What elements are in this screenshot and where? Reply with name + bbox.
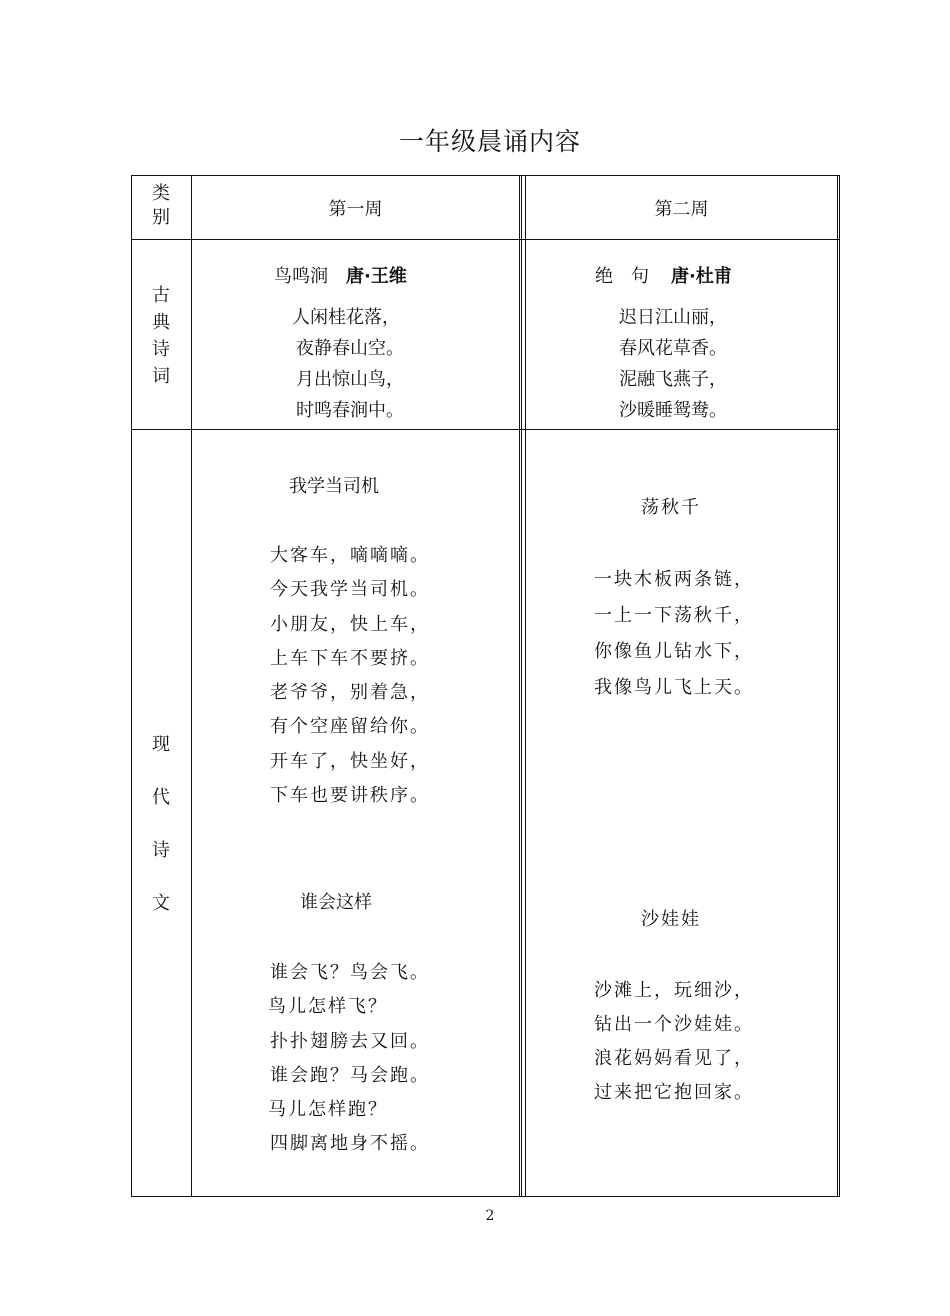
poem-line: 一上一下荡秋千， [594, 605, 754, 626]
row-divider-classical [131, 429, 840, 430]
category-classical-text: 古典诗词 [152, 285, 170, 387]
classical-week2-title: 绝 句 [595, 266, 649, 287]
header-week1: 第一周 [328, 199, 383, 220]
category-modern-text: 现代诗文 [152, 734, 170, 914]
poem-line: 人闲桂花落， [292, 307, 400, 328]
poem-line: 大客车，嘀嘀嘀。 [270, 545, 430, 566]
poem-line: 上车下车不要挤。 [270, 647, 430, 669]
header-category-text: 类别 [152, 183, 170, 228]
poem-line: 时鸣春涧中。 [296, 400, 404, 421]
poem-line: 沙滩上，玩细沙， [594, 980, 754, 1001]
classical-week2-author: 唐·杜甫 [671, 266, 732, 287]
header-week2: 第二周 [654, 199, 709, 220]
divider-week-b [521, 175, 522, 1197]
divider-category [191, 175, 192, 1197]
classical-week2-heading [595, 262, 732, 288]
poem-line: 迟日江山丽， [619, 307, 727, 328]
divider-week-a [519, 175, 520, 1197]
poem-line: 浪花妈妈看见了， [594, 1048, 754, 1069]
classical-week1-title: 鸟鸣涧 [274, 266, 328, 287]
classical-week2-poem [619, 302, 727, 426]
poem-line: 有个空座留给你。 [270, 716, 430, 738]
poem-line: 沙暖睡鸳鸯。 [619, 400, 727, 421]
classical-week1-heading [274, 262, 407, 288]
row-divider-header [131, 239, 840, 240]
classical-week1-author: 唐·王维 [346, 266, 407, 287]
header-category [146, 182, 176, 230]
poem-line: 泥融飞燕子， [619, 369, 727, 390]
poem-line: 扑扑翅膀去又回。 [270, 1030, 430, 1052]
poem-line: 我像鸟儿飞上天。 [594, 677, 754, 698]
poem-line: 谁会跑？马会跑。 [270, 1064, 430, 1086]
modern-week2-poem2 [594, 974, 754, 1110]
modern-week1-poem2 [270, 956, 430, 1162]
page-title: 一年级晨诵内容 [398, 127, 581, 156]
poem-line: 小朋友，快上车， [270, 613, 430, 635]
modern-week1-poem1 [270, 539, 430, 813]
poem-line: 马儿怎样跑？ [268, 1099, 388, 1121]
divider-week-c [525, 175, 526, 1197]
modern-week2-poem1 [594, 562, 754, 706]
category-modern [146, 718, 176, 930]
modern-week1-poem1-title: 我学当司机 [289, 476, 379, 497]
right-edge-shadow [837, 175, 838, 1197]
poem-line: 你像鱼儿钻水下， [594, 641, 754, 662]
poem-line: 今天我学当司机。 [270, 579, 430, 601]
page-number: 2 [485, 1208, 495, 1224]
modern-week1-poem2-title: 谁会这样 [300, 892, 372, 913]
poem-line: 老爷爷，别着急， [270, 682, 430, 704]
modern-week2-poem1-title: 荡秋千 [641, 497, 701, 518]
poem-line: 过来把它抱回家。 [594, 1082, 754, 1103]
classical-week1-poem [292, 302, 404, 426]
poem-line: 四脚离地身不摇。 [270, 1133, 430, 1155]
poem-line: 开车了，快坐好， [270, 750, 430, 772]
poem-line: 下车也要讲秩序。 [270, 785, 430, 807]
poem-line: 钻出一个沙娃娃。 [594, 1014, 754, 1035]
poem-line: 夜静春山空。 [296, 338, 404, 359]
poem-line: 鸟儿怎样飞？ [268, 996, 388, 1018]
category-classical [146, 282, 176, 390]
poem-line: 月出惊山鸟， [296, 369, 404, 390]
poem-line: 谁会飞？鸟会飞。 [270, 962, 430, 983]
modern-week2-poem2-title: 沙娃娃 [641, 909, 701, 930]
poem-line: 一块木板两条链， [594, 569, 754, 590]
poem-line: 春风花草香。 [619, 338, 727, 359]
